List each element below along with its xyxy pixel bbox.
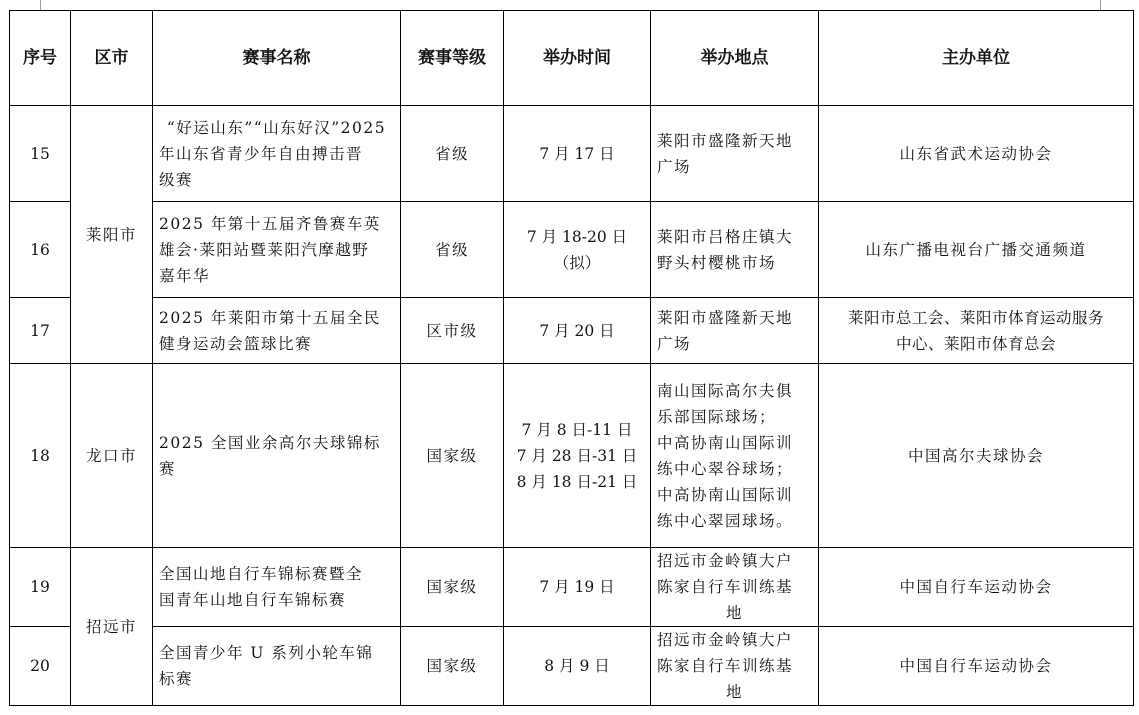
venue-line: 乐部国际球场；: [657, 407, 777, 426]
venue-line: 莱阳市吕格庄镇大: [657, 227, 794, 246]
table-row: [10, 106, 1134, 202]
organizer-line: 中心、莱阳市体育总会: [895, 334, 1056, 353]
organizer-cell: [819, 364, 1134, 548]
venue-line: 中高协南山国际训: [657, 485, 794, 504]
event-level-cell: 省级: [401, 202, 504, 298]
event-level-cell: 国家级: [401, 627, 504, 706]
event-name-cell: [153, 298, 401, 364]
venue-cell: [651, 364, 819, 548]
header-district: 区市: [71, 11, 153, 106]
event-name-cell: [153, 364, 401, 548]
date-line: 7 月 28 日-31 日: [516, 446, 638, 465]
organizer-line: 中国自行车运动协会: [899, 657, 1053, 675]
organizer-cell: [819, 106, 1134, 202]
date-cell: [504, 298, 651, 364]
date-line: 8 月 9 日: [544, 657, 610, 675]
event-name-line: 级赛: [159, 170, 194, 189]
venue-line: 广场: [657, 157, 692, 176]
venue-cell: [651, 548, 819, 627]
organizer-cell: [819, 202, 1134, 298]
event-level-cell: 省级: [401, 106, 504, 202]
venue-line: 练中心翠谷球场；: [657, 459, 794, 478]
event-name-line: 2025 年第十五届齐鲁赛车英: [159, 214, 381, 233]
event-name-line: 全国山地自行车锦标赛暨全: [159, 565, 364, 583]
header-organizer: 主办单位: [819, 11, 1134, 106]
venue-line: 广场: [657, 334, 692, 353]
event-name-line: 健身运动会篮球比赛: [159, 334, 313, 353]
venue-line: 练中心翠园球场。: [657, 511, 794, 530]
event-level-cell: 国家级: [401, 548, 504, 627]
event-name-line: 嘉年华: [159, 266, 211, 285]
event-name-cell: [153, 106, 401, 202]
date-line: 7 月 18-20 日: [526, 227, 628, 246]
date-cell: [504, 627, 651, 706]
event-name-line: 国青年山地自行车锦标赛: [159, 591, 347, 609]
table-row: [10, 202, 1134, 298]
venue-line: 南山国际高尔夫俱: [657, 381, 794, 400]
venue-line: 野头村樱桃市场: [657, 253, 777, 272]
date-line: 7 月 19 日: [539, 578, 615, 596]
table-row: [10, 298, 1134, 364]
row-number: 19: [10, 548, 71, 627]
table-row: [10, 364, 1134, 548]
event-name-line: 赛: [159, 459, 177, 478]
event-name-line: 年山东省青少年自由搏击晋: [159, 144, 364, 163]
row-number: 16: [10, 202, 71, 298]
venue-line: 陈家自行车训练基: [657, 578, 794, 596]
date-cell: [504, 106, 651, 202]
date-cell: [504, 202, 651, 298]
organizer-cell: [819, 548, 1134, 627]
venue-line: 招远市金岭镇大户: [657, 631, 794, 649]
header-no: 序号: [10, 11, 71, 106]
venue-line: 中高协南山国际训: [657, 433, 794, 452]
date-line: 8 月 18 日-21 日: [516, 472, 638, 491]
venue-cell: [651, 627, 819, 706]
row-number: 18: [10, 364, 71, 548]
date-cell: [504, 364, 651, 548]
header-date: 举办时间: [504, 11, 651, 106]
row-number: 15: [10, 106, 71, 202]
organizer-line: 山东广播电视台广播交通频道: [865, 240, 1087, 259]
venue-line: 地: [725, 683, 743, 701]
events-table: [9, 10, 1134, 706]
header-row: [10, 11, 1134, 106]
event-name-line: 标赛: [159, 670, 194, 688]
table-row: [10, 548, 1134, 627]
date-cell: [504, 548, 651, 627]
event-name-line: 全国青少年 U 系列小轮车锦: [159, 644, 374, 662]
header-venue: 举办地点: [651, 11, 819, 106]
row-number: 20: [10, 627, 71, 706]
organizer-cell: [819, 298, 1134, 364]
event-name-line: 2025 全国业余高尔夫球锦标: [159, 433, 381, 452]
event-name-line: “好运山东”“山东好汉”2025: [166, 118, 387, 137]
venue-line: 莱阳市盛隆新天地: [657, 308, 794, 327]
event-level-cell: 区市级: [401, 298, 504, 364]
venue-line: 招远市金岭镇大户: [657, 552, 794, 570]
venue-cell: [651, 106, 819, 202]
table-row: [10, 627, 1134, 706]
venue-line: 陈家自行车训练基: [657, 657, 794, 675]
district-cell: 莱阳市: [71, 106, 153, 364]
venue-cell: [651, 202, 819, 298]
organizer-line: 中国高尔夫球协会: [907, 446, 1044, 465]
event-name-cell: [153, 202, 401, 298]
date-line: 7 月 8 日-11 日: [521, 420, 633, 439]
date-line: 7 月 17 日: [539, 144, 615, 163]
event-name-line: 雄会·莱阳站暨莱阳汽摩越野: [159, 240, 370, 259]
date-line: （拟）: [553, 253, 601, 272]
event-name-cell: [153, 548, 401, 627]
organizer-line: 中国自行车运动协会: [899, 578, 1053, 596]
venue-cell: [651, 298, 819, 364]
organizer-line: 莱阳市总工会、莱阳市体育运动服务: [847, 308, 1104, 327]
venue-line: 地: [725, 604, 743, 622]
header-event-level: 赛事等级: [401, 11, 504, 106]
event-name-cell: [153, 627, 401, 706]
header-event-name: 赛事名称: [153, 11, 401, 106]
venue-line: 莱阳市盛隆新天地: [657, 131, 794, 150]
event-level-cell: 国家级: [401, 364, 504, 548]
date-line: 7 月 20 日: [539, 321, 615, 340]
organizer-cell: [819, 627, 1134, 706]
organizer-line: 山东省武术运动协会: [899, 144, 1053, 163]
district-cell: 龙口市: [71, 364, 153, 548]
district-cell: 招远市: [71, 548, 153, 706]
event-name-line: 2025 年莱阳市第十五届全民: [159, 308, 381, 327]
row-number: 17: [10, 298, 71, 364]
